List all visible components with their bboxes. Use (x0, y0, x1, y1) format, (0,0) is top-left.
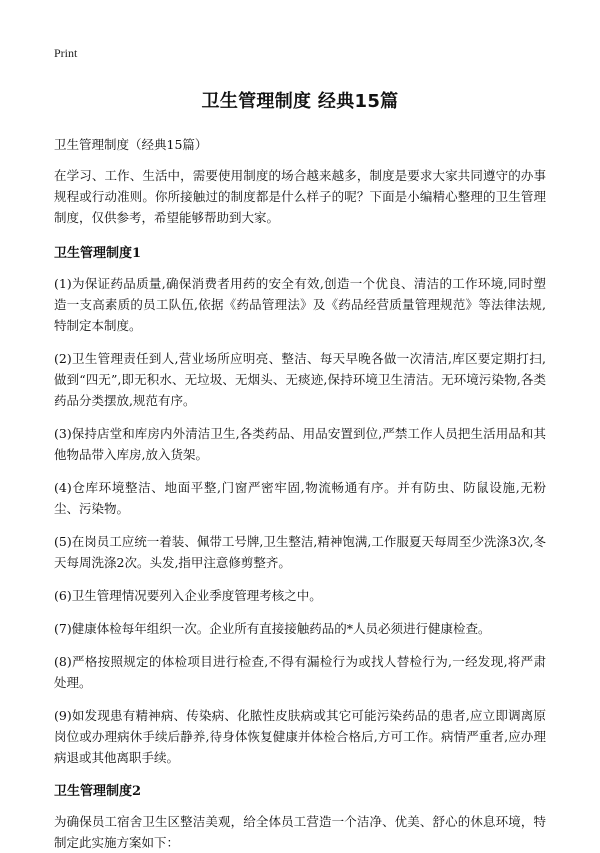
section1-item-8: (8)严格按照规定的体检项目进行检查,不得有漏检行为或找人替检行为,一经发现,将严肃处理。 (54, 654, 546, 690)
section-heading-1: 卫生管理制度1 (54, 246, 142, 261)
print-link[interactable]: Print (54, 46, 78, 60)
section1-item-1: (1)为保证药品质量,确保消费者用药的安全有效,创造一个优良、清洁的工作环境,同时塑造一支高素质的员工队伍,依据《药品管理法》及《药品经营质量管理规范》等法律法规,特制定本制度。 (54, 276, 546, 333)
document-subtitle: 卫生管理制度（经典15篇） (54, 137, 208, 152)
section1-item-4: (4)仓库环境整洁、地面平整,门窗严密牢固,物流畅通有序。并有防虫、防鼠设施,无粉尘、污染物。 (54, 480, 546, 516)
section1-item-7: (7)健康体检每年组织一次。企业所有直接接触药品的*人员必须进行健康检查。 (54, 621, 491, 636)
section1-item-2: (2)卫生管理责任到人,营业场所应明亮、整洁、每天早晚各做一次清洁,库区要定期打扫,做到“四无”,即无积水、无垃圾、无烟头、无痰迹,保持环境卫生清洁。无环境污染物,各类药品分类摆放,规范有序。 (54, 351, 546, 408)
document-title: 卫生管理制度 经典15篇 (201, 91, 399, 112)
intro-paragraph: 在学习、工作、生活中，需要使用制度的场合越来越多，制度是要求大家共同遵守的办事规程或行动准则。你所接触过的制度都是什么样子的呢？下面是小编精心整理的卫生管理制度，仅供参考，希望能够帮助到大家。 (54, 168, 546, 225)
section2-item-1: 为确保员工宿舍卫生区整洁美观，给全体员工营造一个洁净、优美、舒心的休息环境，特制定此实施方案如下： (54, 814, 546, 850)
section-heading-2: 卫生管理制度2 (54, 784, 142, 799)
section1-item-5: (5)在岗员工应统一着装、佩带工号牌,卫生整洁,精神饱满,工作服夏天每周至少洗涤3次,冬天每周洗涤2次。头发,指甲注意修剪整齐。 (54, 534, 546, 570)
section1-item-6: (6)卫生管理情况要列入企业季度管理考核之中。 (54, 588, 322, 603)
section1-item-9: (9)如发现患有精神病、传染病、化脓性皮肤病或其它可能污染药品的患者,应立即调离原岗位或办理病休手续后静养,待身体恢复健康并体检合格后,方可工作。病情严重者,应办理病退或其他离职手续。 (54, 708, 546, 765)
section1-item-3: (3)保持店堂和库房内外清洁卫生,各类药品、用品安置到位,严禁工作人员把生活用品和其他物品带入库房,放入货架。 (54, 426, 546, 462)
